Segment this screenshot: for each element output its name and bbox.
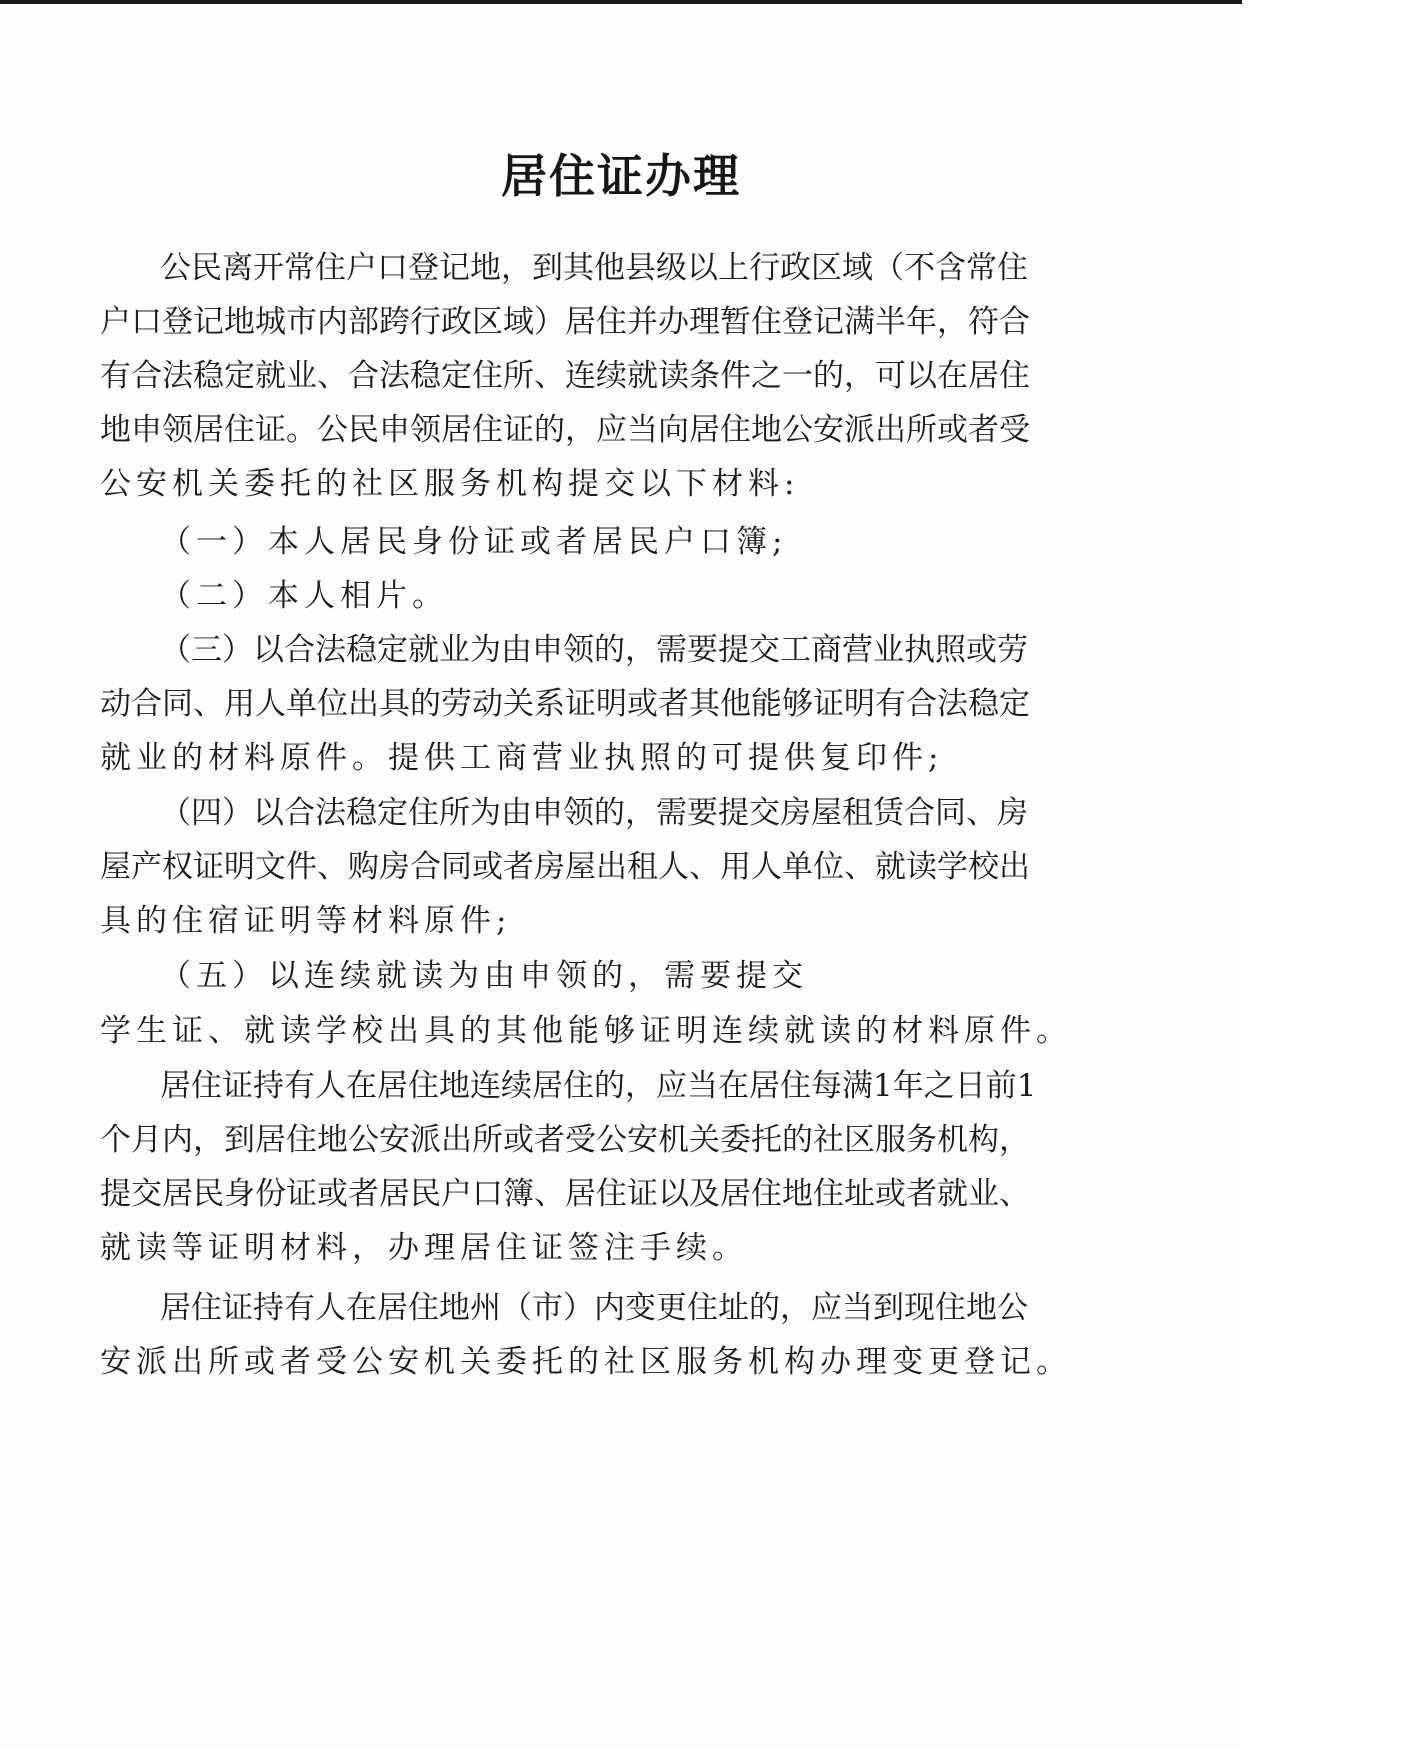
paragraph-line: 学生证、就读学校出具的其他能够证明连续就读的材料原件。: [100, 1013, 1072, 1049]
paragraph-line: 具的住宿证明等材料原件;: [100, 903, 512, 939]
paragraph-line: 居 住 证 持 有 人 在 居 住 地 连 续 居 住 的 ， 应 当 在 居 住 每 满 1 年 之 日 前 1: [160, 1068, 1037, 1104]
list-item-2: （二）本人相片。: [160, 578, 448, 614]
list-item-3: （ 三 ） 以 合 法 稳 定 就 业 为 由 申 领 的 ， 需 要 提 交 工 商 营 业 执 照 或 劳: [160, 632, 1028, 668]
list-item-4: （ 四 ） 以 合 法 稳 定 住 所 为 由 申 领 的 ， 需 要 提 交 房 屋 租 赁 合 同 、 房: [160, 795, 1028, 831]
paragraph-line: 就读等证明材料，办理居住证签注手续。: [100, 1230, 748, 1266]
paragraph-line: 提 交 居 民 身 份 证 或 者 居 民 户 口 簿 、 居 住 证 以 及 居 住 地 住 址 或 者 就 业 、: [100, 1176, 1030, 1212]
document-title: 居住证办理: [501, 149, 741, 203]
list-item-5: （五）以连续就读为由申领的，需要提交: [160, 958, 808, 994]
paragraph-line: 动 合 同 、 用 人 单 位 出 具 的 劳 动 关 系 证 明 或 者 其 他 能 够 证 明 有 合 法 稳 定: [100, 686, 1030, 722]
paragraph-line: 安派出所或者受公安机关委托的社区服务机构办理变更登记。: [100, 1344, 1072, 1380]
paragraph-line: 有 合 法 稳 定 就 业 、 合 法 稳 定 住 所 、 连 续 就 读 条 件 之 一 的 ， 可 以 在 居 住: [100, 358, 1030, 394]
paragraph-line: 地 申 领 居 住 证 。 公 民 申 领 居 住 证 的 ， 应 当 向 居 住 地 公 安 派 出 所 或 者 受: [100, 412, 1030, 448]
scan-top-edge: [0, 0, 1242, 4]
paragraph-line: 个 月 内 ， 到 居 住 地 公 安 派 出 所 或 者 受 公 安 机 关 委 托 的 社 区 服 务 机 构 ，: [100, 1122, 1030, 1158]
paragraph-line: 户 口 登 记 地 城 市 内 部 跨 行 政 区 域 ） 居 住 并 办 理 暂 住 登 记 满 半 年 ， 符 合: [100, 304, 1030, 340]
paragraph-line: 屋 产 权 证 明 文 件 、 购 房 合 同 或 者 房 屋 出 租 人 、 用 人 单 位 、 就 读 学 校 出: [100, 849, 1030, 885]
paragraph-line: 公 民 离 开 常 住 户 口 登 记 地 ， 到 其 他 县 级 以 上 行 政 区 域 （ 不 含 常 住: [160, 250, 1028, 286]
paragraph-line: 居 住 证 持 有 人 在 居 住 地 州 （ 市 ） 内 变 更 住 址 的 ， 应 当 到 现 住 地 公: [160, 1290, 1028, 1326]
paragraph-line: 就业的材料原件。提供工商营业执照的可提供复印件;: [100, 740, 944, 776]
list-item-1: （一）本人居民身份证或者居民户口簿;: [160, 524, 788, 560]
paragraph-line: 公安机关委托的社区服务机构提交以下材料:: [100, 466, 800, 502]
